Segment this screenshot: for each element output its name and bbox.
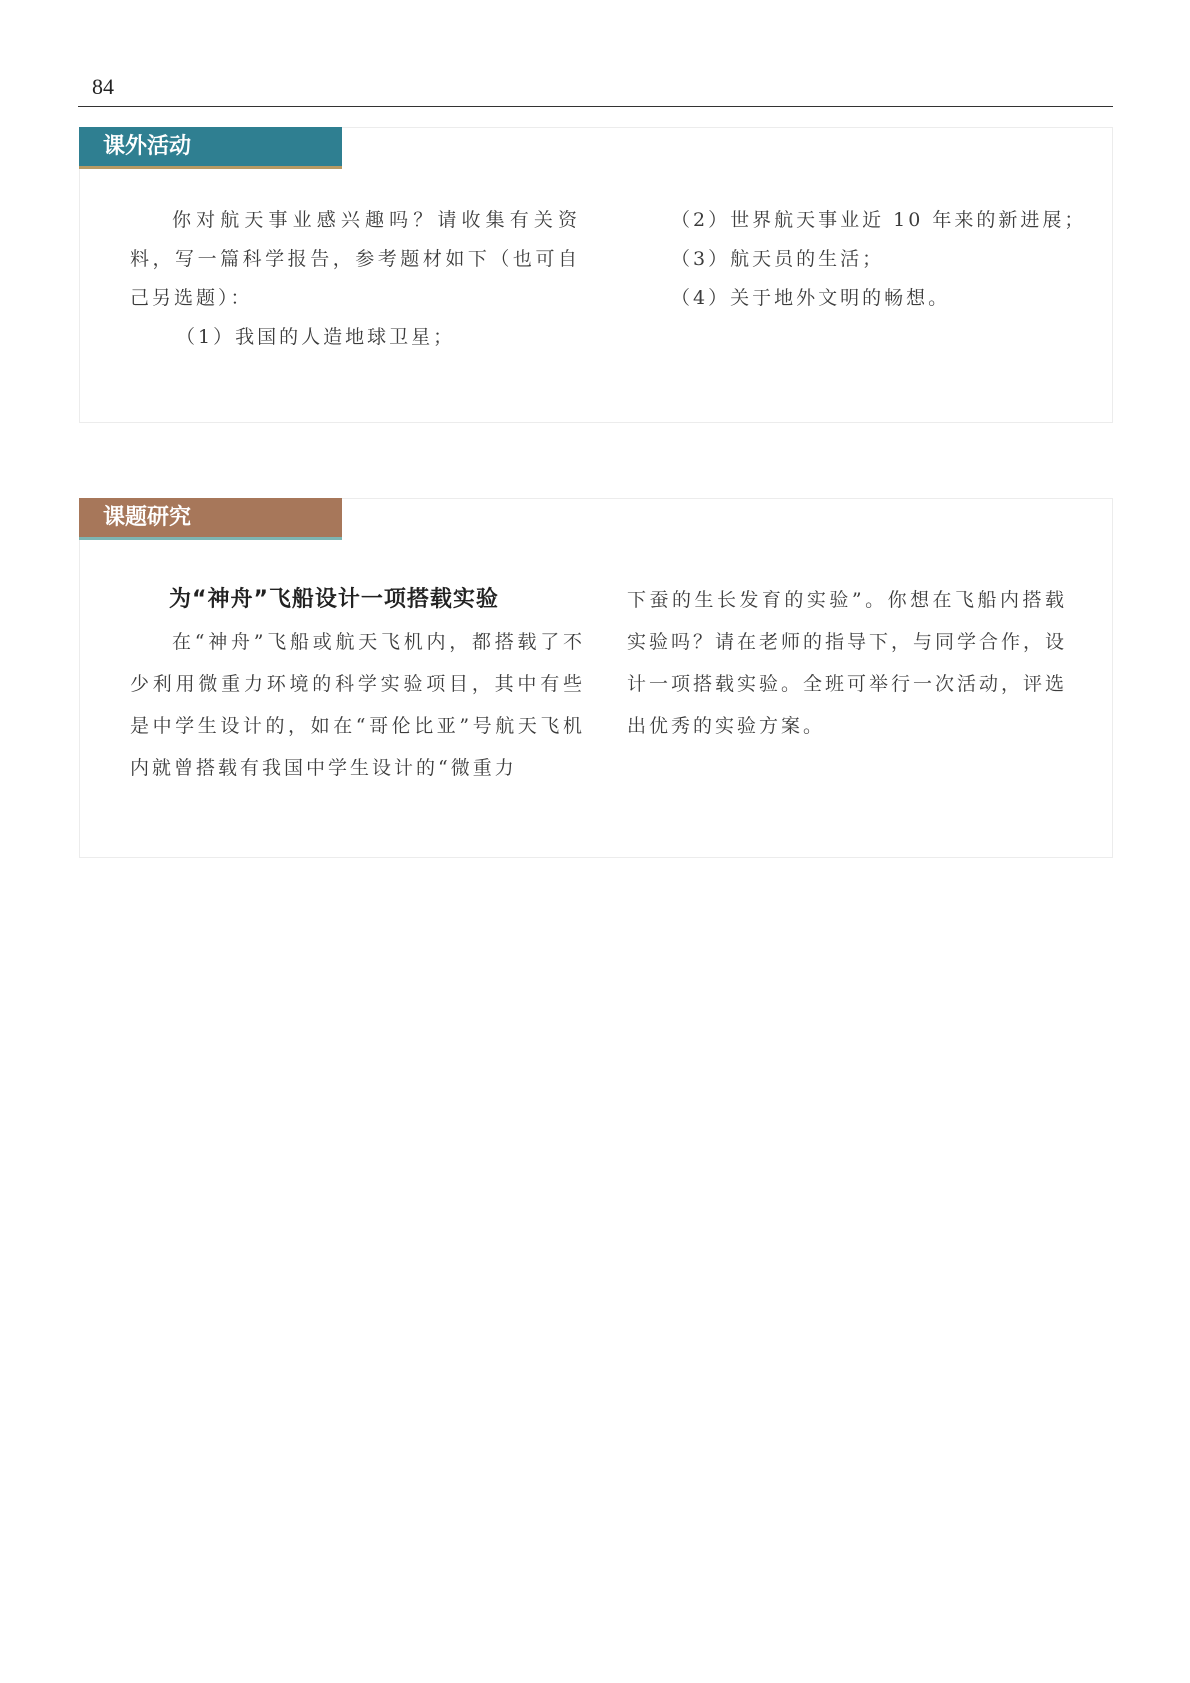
header-rule [78, 106, 1113, 107]
research-box [79, 498, 1113, 858]
research-paragraph-continued: 下蚕的生长发育的实验”。你想在飞船内搭载实验吗？请在老师的指导下，与同学合作，设计一项搭载实验。全班可举行一次活动，评选出优秀的实验方案。 [627, 589, 1068, 737]
activity-left-column [130, 201, 580, 357]
activity-item: （3）航天员的生活； [671, 248, 885, 270]
activity-right-column [671, 201, 1091, 318]
research-paragraph: 在“神舟”飞船或航天飞机内，都搭载了不少利用微重力环境的科学实验项目，其中有些是中学生设计的，如在“哥伦比亚”号航天飞机内就曾搭载有我国中学生设计的“微重力 [130, 631, 585, 779]
activity-intro: 你对航天事业感兴趣吗？请收集有关资料，写一篇科学报告，参考题材如下（也可自己另选题）： [130, 209, 580, 309]
page-number: 84 [92, 74, 114, 99]
activity-heading: 课外活动 [79, 127, 342, 169]
research-title: 为“神舟”飞船设计一项搭载实验 [169, 587, 499, 612]
activity-item: （4）关于地外文明的畅想。 [671, 287, 951, 309]
research-left-column [130, 579, 585, 789]
activity-item: （2）世界航天事业近 10 年来的新进展； [671, 209, 1087, 231]
activity-box [79, 127, 1113, 423]
activity-item: （1）我国的人造地球卫星； [176, 326, 456, 348]
research-right-column [627, 579, 1067, 747]
research-heading: 课题研究 [79, 498, 342, 540]
